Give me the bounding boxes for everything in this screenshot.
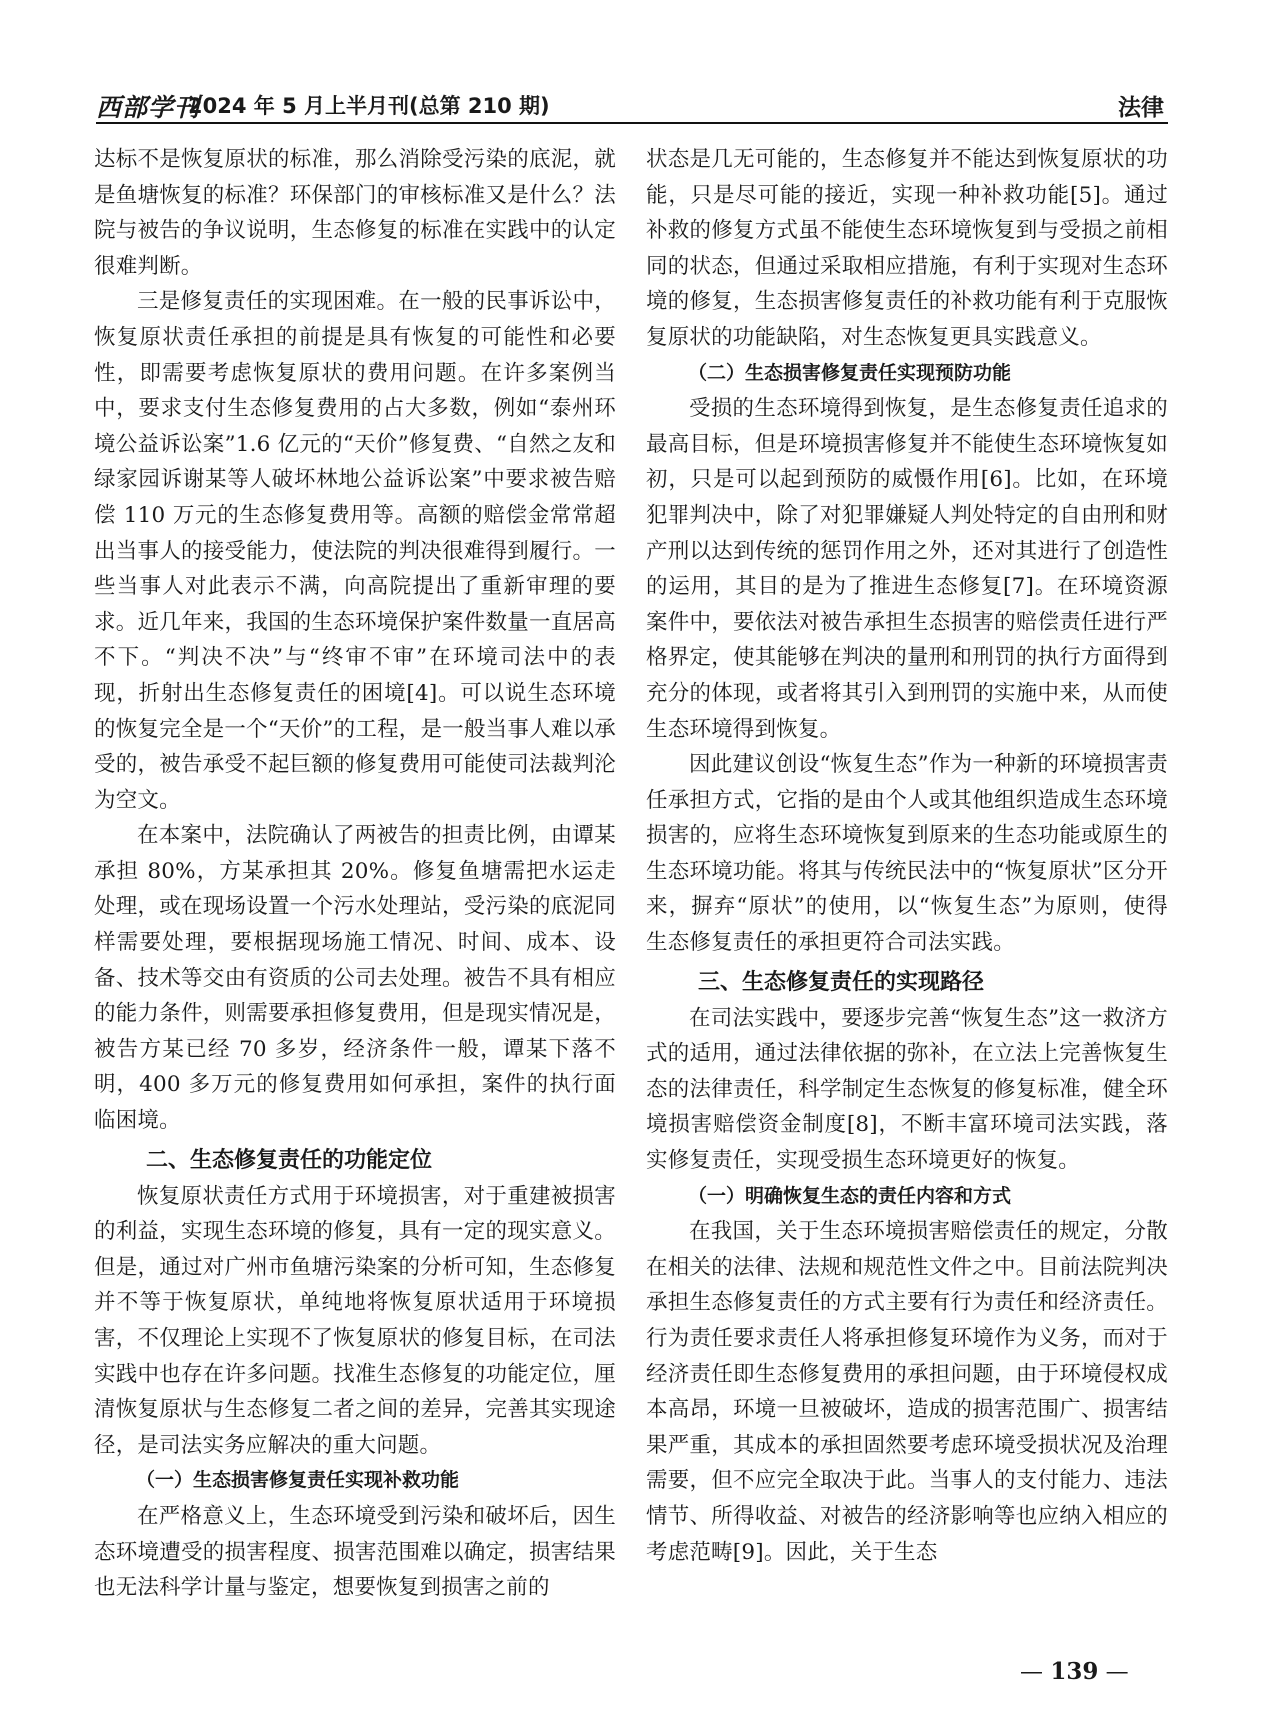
paragraph: 在严格意义上，生态环境受到污染和破坏后，因生态环境遭受的损害程度、损害范围难以确定，损害结果也无法科学计量与鉴定，想要恢复到损害之前的 — [94, 1503, 616, 1601]
right-column — [646, 142, 1168, 1570]
running-header — [96, 84, 1168, 124]
issue-info: 2024 年 5 月上半月刊(总第 210 期) — [188, 94, 550, 118]
subsection-heading: （一）生态损害修复责任实现补救功能 — [136, 1469, 460, 1492]
subsection-heading: （一）明确恢复生态的责任内容和方式 — [688, 1184, 1012, 1207]
dash-right: — — [1098, 1659, 1129, 1685]
paragraph: 达标不是恢复原状的标准，那么消除受污染的底泥，就是鱼塘恢复的标准？环保部门的审核标准又是什么？法院与被告的争议说明，生态修复的标准在实践中的认定很难判断。 — [94, 147, 616, 279]
journal-logo: 西部学刊 — [96, 93, 201, 122]
paragraph: 恢复原状责任方式用于环境损害，对于重建被损害的利益，实现生态环境的修复，具有一定的现实意义。但是，通过对广州市鱼塘污染案的分析可知，生态修复并不等于恢复原状，单纯地将恢复原状适用于环境损害，不仅理论上实现不了恢复原状的修复目标，在司法实践中也存在许多问题。找准生态修复的功能定位，厘清恢复原状与生态修复二者之间的差异，完善其实现途径，是司法实务应解决的重大问题。 — [94, 1183, 616, 1458]
section-tag: 法律 — [1118, 95, 1164, 121]
section-heading: 三、生态修复责任的实现路径 — [698, 969, 985, 995]
dash-left: — — [1020, 1659, 1051, 1685]
paragraph: 状态是几无可能的，生态修复并不能达到恢复原状的功能，只是尽可能的接近，实现一种补救功能[5]。通过补救的修复方式虽不能使生态环境恢复到与受损之前相同的状态，但通过采取相应措施，有利于实现对生态环境的修复，生态损害修复责任的补救功能有利于克服恢复原状的功能缺陷，对生态恢复更具实践意义。 — [646, 147, 1168, 350]
paragraph: 在司法实践中，要逐步完善“恢复生态”这一救济方式的适用，通过法律依据的弥补，在立法上完善恢复生态的法律责任，科学制定生态恢复的修复标准，健全环境损害赔偿资金制度[8]，不断丰富环境司法实践，落实修复责任，实现受损生态环境更好的恢复。 — [646, 1005, 1168, 1174]
page-footer — [1020, 1658, 1129, 1685]
paragraph: 三是修复责任的实现困难。在一般的民事诉讼中，恢复原状责任承担的前提是具有恢复的可能性和必要性，即需要考虑恢复原状的费用问题。在许多案例当中，要求支付生态修复费用的占大多数，例如“泰州环境公益诉讼案”1.6 亿元的“天价”修复费、“自然之友和绿家园诉谢某等人破坏林地公益诉讼案”中要求被告赔偿 110 万元的生态修复费用等。高额的赔偿金常常超出当事人的接受能力，使法院的判决很难得到履行。一些当事人对此表示不满，向高院提出了重新审理的要求。近几年来，我国的生态环境保护案件数量一直居高不下。“判决不决”与“终审不审”在环境司法中的表现，折射出生态修复责任的困境[4]。可以说生态环境的恢复完全是一个“天价”的工程，是一般当事人难以承受的，被告承受不起巨额的修复费用可能使司法裁判沦为空文。 — [94, 289, 616, 813]
section-heading: 二、生态修复责任的功能定位 — [146, 1147, 433, 1173]
paragraph: 在本案中，法院确认了两被告的担责比例，由谭某承担 80%，方某承担其 20%。修复鱼塘需把水运走处理，或在现场设置一个污水处理站，受污染的底泥同样需要处理，要根据现场施工情况、时间、成本、设备、技术等交由有资质的公司去处理。被告不具有相应的能力条件，则需要承担修复费用，但是现实情况是，被告方某已经 70 多岁，经济条件一般，谭某下落不明，400 多万元的修复费用如何承担，案件的执行面临困境。 — [94, 823, 616, 1134]
left-column — [94, 142, 616, 1606]
paragraph: 受损的生态环境得到恢复，是生态修复责任追求的最高目标，但是环境损害修复并不能使生态环境恢复如初，只是可以起到预防的威慑作用[6]。比如，在环境犯罪判决中，除了对犯罪嫌疑人判处特定的自由刑和财产刑以达到传统的惩罚作用之外，还对其进行了创造性的运用，其目的是为了推进生态修复[7]。在环境资源案件中，要依法对被告承担生态损害的赔偿责任进行严格界定，使其能够在判决的量刑和刑罚的执行方面得到充分的体现，或者将其引入到刑罚的实施中来，从而使生态环境得到恢复。 — [646, 396, 1168, 742]
paragraph: 因此建议创设“恢复生态”作为一种新的环境损害责任承担方式，它指的是由个人或其他组织造成生态环境损害的，应将生态环境恢复到原来的生态功能或原生的生态环境功能。将其与传统民法中的“恢复原状”区分开来，摒弃“原状”的使用，以“恢复生态”为原则，使得生态修复责任的承担更符合司法实践。 — [646, 752, 1168, 956]
page-number: 139 — [1050, 1658, 1099, 1685]
subsection-heading: （二）生态损害修复责任实现预防功能 — [688, 361, 1012, 384]
paragraph: 在我国，关于生态环境损害赔偿责任的规定，分散在相关的法律、法规和规范性文件之中。目前法院判决承担生态修复责任的方式主要有行为责任和经济责任。行为责任要求责任人将承担修复环境作为义务，而对于经济责任即生态修复费用的承担问题，由于环境侵权成本高昂，环境一旦被破坏，造成的损害范围广、损害结果严重，其成本的承担固然要考虑环境受损状况及治理需要，但不应完全取决于此。当事人的支付能力、违法情节、所得收益、对被告的经济影响等也应纳入相应的考虑范畴[9]。因此，关于生态 — [646, 1219, 1168, 1565]
